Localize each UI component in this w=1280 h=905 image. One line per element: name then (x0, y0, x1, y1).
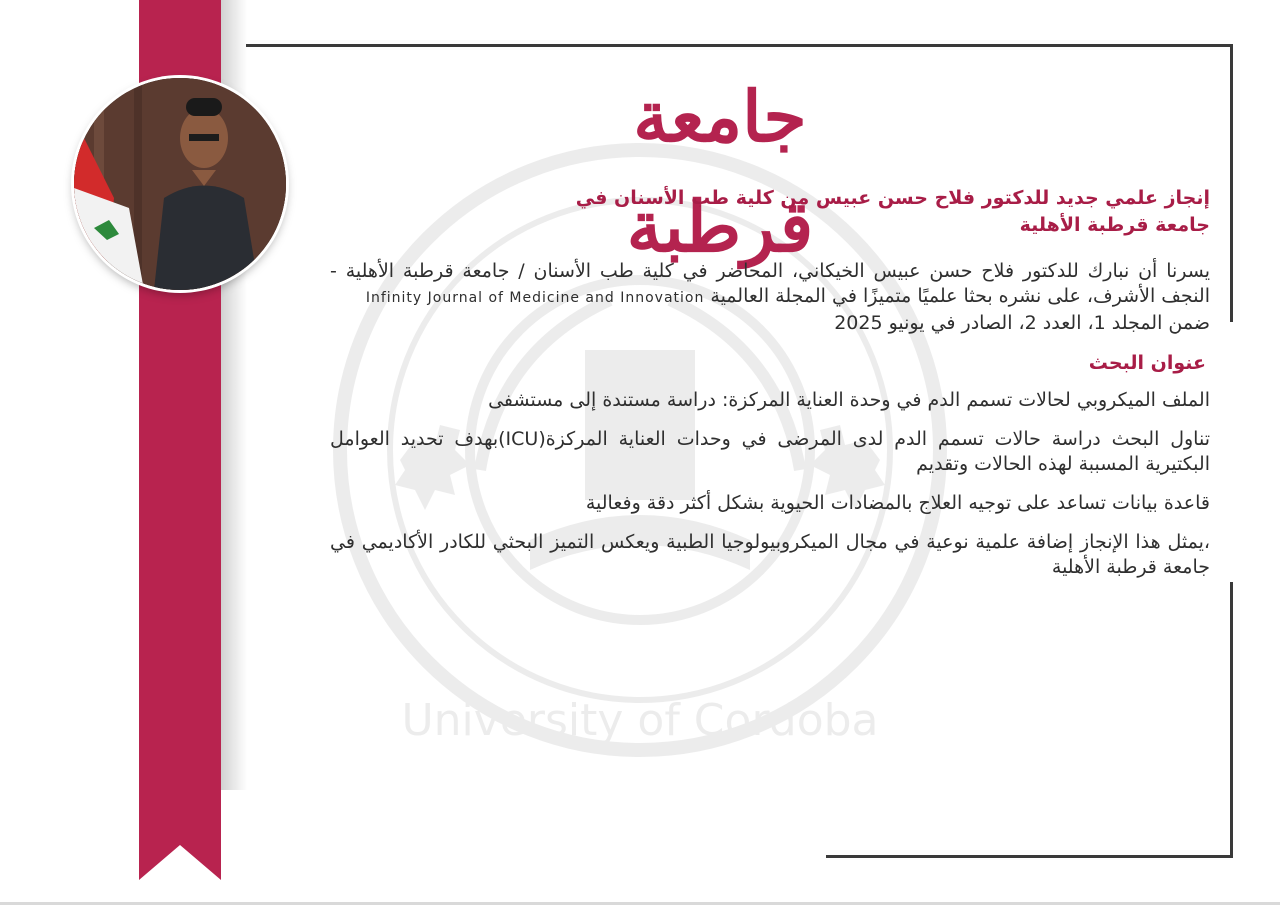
headline-line-1: إنجاز علمي جديد للدكتور فلاح حسن عبيس من كلية طب الأسنان في (575, 187, 1210, 209)
avatar (74, 78, 286, 290)
frame-right-border-lower (1230, 582, 1233, 858)
article-headline (330, 185, 1210, 239)
intro-text: يسرنا أن نبارك للدكتور فلاح حسن عبيس الخيكاني، المحاضر في كلية طب الأسنان / جامعة قرطبة الأهلية - النجف الأشرف، على نشره بحثا علميًا متميزًا في المجلة العالمية (330, 260, 1210, 307)
frame-right-border-upper (1230, 44, 1233, 322)
issue-info: ضمن المجلد 1، العدد 2، الصادر في يونيو 2025 (834, 312, 1210, 334)
portrait-illustration (74, 78, 286, 290)
research-title: الملف الميكروبي لحالات تسمم الدم في وحدة العناية المركزة: دراسة مستندة إلى مستشفى (488, 389, 1210, 411)
summary-paragraph-2: قاعدة بيانات تساعد على توجيه العلاج بالمضادات الحيوية بشكل أكثر دقة وفعالية (585, 492, 1210, 514)
headline-line-2: جامعة قرطبة الأهلية (1019, 214, 1210, 236)
summary-paragraph-1: تناول البحث دراسة حالات تسمم الدم لدى المرضى في وحدات العناية المركزة(ICU)بهدف تحديد العوامل البكتيرية المسببة لهذه الحالات وتقديم (330, 428, 1210, 475)
journal-name: Infinity Journal of Medicine and Innovation (365, 290, 705, 306)
frame-top-border (246, 44, 1233, 47)
closing-paragraph: ،يمثل هذا الإنجاز إضافة علمية نوعية في مجال الميكروبيولوجيا الطبية ويعكس التميز البحثي للكادر الأكاديمي في جامعة قرطبة الأهلية (330, 531, 1210, 578)
watermark-text: University of Cordoba (401, 695, 879, 746)
article-body (330, 185, 1210, 594)
intro-paragraph (330, 259, 1210, 336)
frame-bottom-border (826, 855, 1233, 858)
university-logo: جامعة قرطبة (626, 75, 814, 268)
section-title: عنوان البحث (1088, 352, 1206, 374)
